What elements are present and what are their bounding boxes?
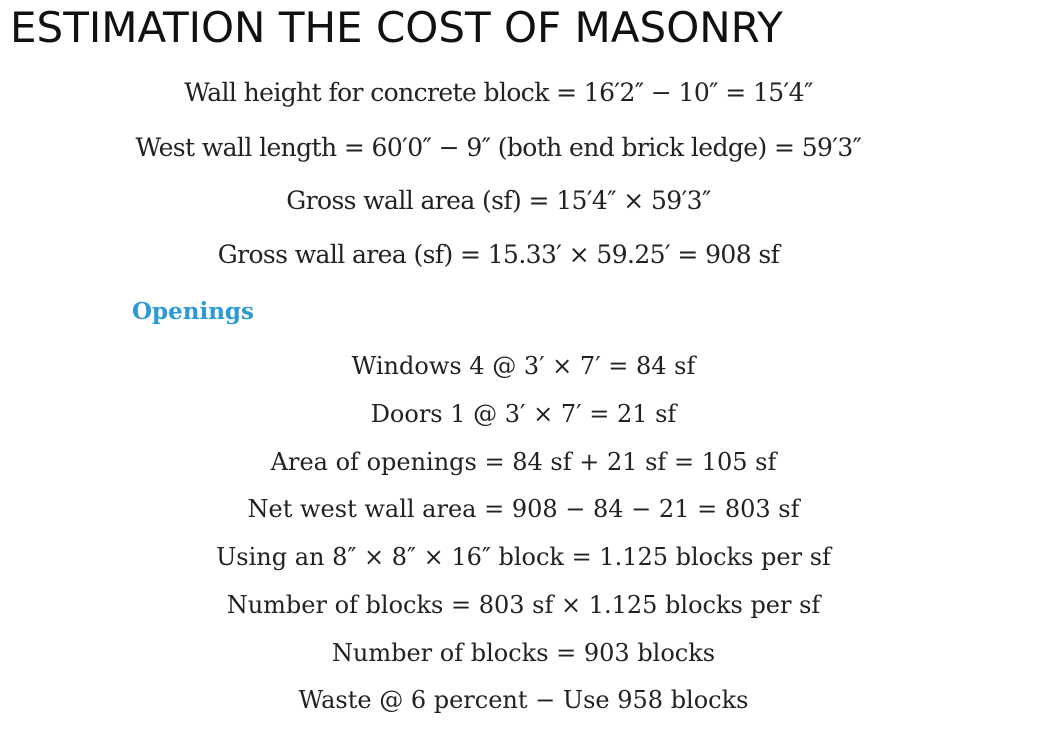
slide-title: ESTIMATION THE COST OF MASONRY bbox=[10, 3, 783, 52]
equation-gross-wall-area: Gross wall area (sf) = 15′4″ × 59′3″ bbox=[286, 186, 711, 215]
section-heading-openings: Openings bbox=[132, 298, 254, 325]
equation-wall-height: Wall height for concrete block = 16′2″ − 10″ = 15′4″ bbox=[184, 78, 813, 107]
equation-net-wall-area: Net west wall area = 908 − 84 − 21 = 803 sf bbox=[247, 495, 800, 523]
equation-number-of-blocks-formula: Number of blocks = 803 sf × 1.125 blocks per sf bbox=[226, 591, 821, 619]
equation-west-wall-length: West wall length = 60′0″ − 9″ (both end brick ledge) = 59′3″ bbox=[135, 133, 862, 162]
equation-number-of-blocks: Number of blocks = 903 blocks bbox=[331, 639, 716, 667]
equation-windows: Windows 4 @ 3′ × 7′ = 84 sf bbox=[351, 352, 696, 380]
equation-area-of-openings: Area of openings = 84 sf + 21 sf = 105 sf bbox=[270, 448, 777, 476]
equation-gross-wall-area-decimal: Gross wall area (sf) = 15.33′ × 59.25′ = 908 sf bbox=[217, 240, 780, 269]
equation-block-size: Using an 8″ × 8″ × 16″ block = 1.125 blocks per sf bbox=[216, 543, 831, 571]
equation-doors: Doors 1 @ 3′ × 7′ = 21 sf bbox=[370, 400, 677, 428]
equation-waste: Waste @ 6 percent − Use 958 blocks bbox=[298, 686, 749, 714]
